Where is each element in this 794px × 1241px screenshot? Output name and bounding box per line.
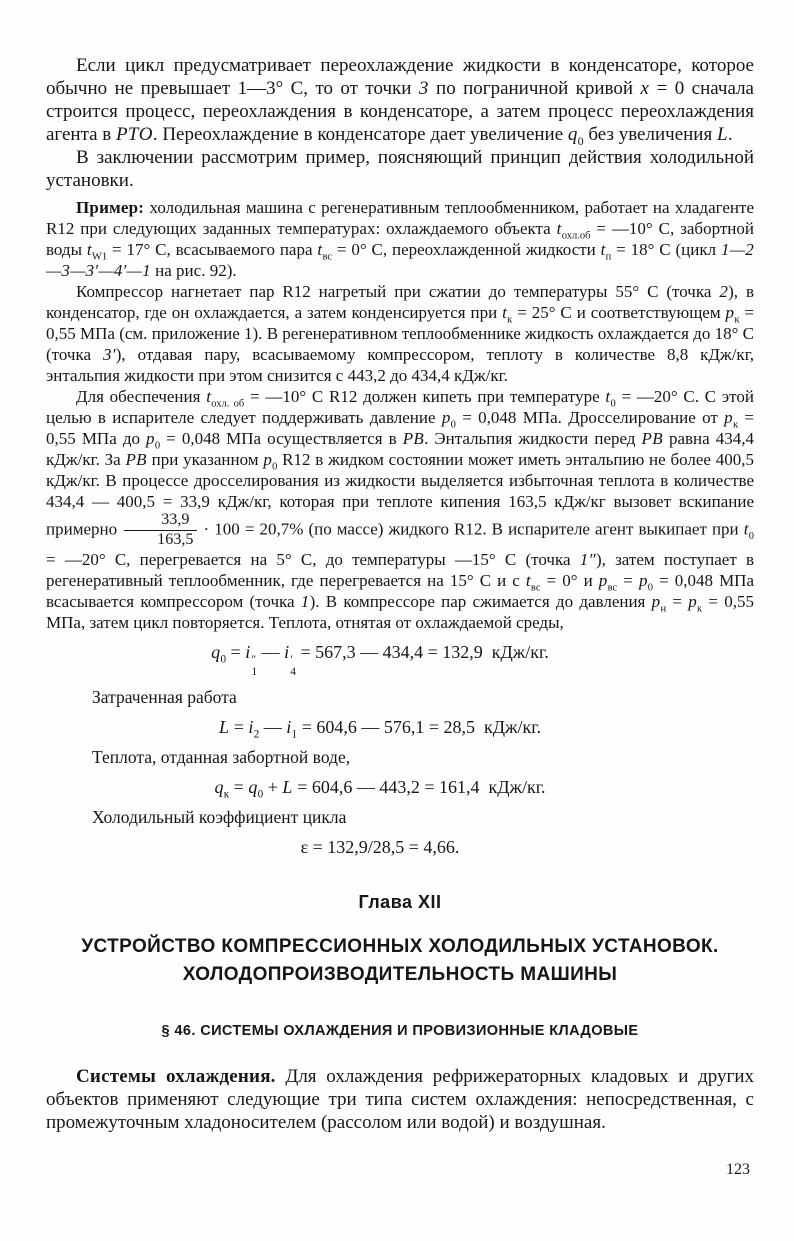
intro-paragraph-2: В заключении рассмотрим пример, поясняющий принцип действия холодильной установки. xyxy=(46,147,754,191)
example-paragraph-3: Для обеспечения $t_{охл. об}$ = —10° С R12 должен кипеть при температуре $t_0$ = —20° С. С этой целью в испарителе следует поддерживать давление $p_0 = 0,048$ МПа. Дросселирование от $p_к = 0,55$ МПа до $p_0 = 0,048$ МПа осуществляется в РВ. Энтальпия жидкости перед РВ равна 434,4 кДж/кг. За РВ при указанном $p_0$ R12 в жидком состоянии может иметь энтальпию не более 400,5 кДж/кг. В процессе дросселирования из жидкости выделяется избыточная теплота в количестве 434,4 — 400,5 = 33,9 кДж/кг, которая при теплоте кипения 163,5 кДж/кг вызовет вскипание примерно $\frac{33,9}{163,5}$ · 100 = 20,7% (по массе) жидкого R12. В испарителе агент выкипает при $t_0$ = —20° С, перегревается на 5° С, до температуры —15° С (точка 1″), затем поступает в регенеративный теплообменник, где перегревается на 15° С и с $t_{вс} = 0^\circ$ и $p_{вс} = p_0 = 0,048$ МПа всасывается компрессором (точка 1). В компрессоре пар сжимается до давления $p_н = p_к = 0,55$ МПа, затем цикл повторяется. Теплота, отнятая от охлаждаемой среды, xyxy=(46,387,755,632)
formula-qk: $q_к = q_0 + L = 604,6$ — 443,2 = 161,4 кДж/кг. xyxy=(214,777,546,801)
page-number: 123 xyxy=(726,1161,750,1178)
formula-q0: $q_0 = i$ ″ 1 — i ′ 4 = 567,3 — 434,4 = 132,9 кДж/кг. xyxy=(211,641,549,678)
formula-label-work: Затраченная работа xyxy=(92,687,237,708)
formula-label-coefficient: Холодильный коэффициент цикла xyxy=(92,807,347,828)
example-paragraph-2: Компрессор нагнетает пар R12 нагретый при сжатии до температуры 55° С (точка 2), в конденсатор, где он охлаждается, а затем конденсируется при $t_к = 25^\circ$ С и соответствующем $p_к = 0,55$ МПа (см. приложение 1). В регенеративном теплообменнике жидкость охлаждается до 18° С (точка 3′), отдавая пару, всасываемому компрессором, теплоту в количестве 8,8 кДж/кг, энтальпия жидкости при этом снизится с 443,2 до 434,4 кДж/кг. xyxy=(46,282,755,385)
systems-paragraph: Системы охлаждения. Для охлаждения рефрижераторных кладовых и других объектов применяют следующие три типа систем охлаждения: непосредственная, с промежуточным хладоносителем (рассолом или водой) и воздушная. xyxy=(46,1066,754,1134)
chapter-title: УСТРОЙСТВО КОМПРЕССИОННЫХ ХОЛОДИЛЬНЫХ УСТАНОВОК. ХОЛОДОПРОИЗВОДИТЕЛЬНОСТЬ МАШИНЫ xyxy=(81,936,719,986)
example-paragraph-1: Пример: холодильная машина с регенеративным теплообменником, работает на хладагенте R12 при следующих заданных температурах: охлаждаемого объекта $t_{охл.об}$ = —10° С, забортной воды $t_{W1} = 17^\circ$ С, всасываемого пара $t_{вс} = 0^\circ$ С, переохлажденной жидкости $t_п = 18^\circ$ С (цикл 1—2—3—3′—4′—1 на рис. 92). xyxy=(46,198,755,280)
formula-L: $L = i_2$ — $i_1 = 604,6$ — 576,1 = 28,5 кДж/кг. xyxy=(218,717,542,741)
intro-paragraph-1: Если цикл предусматривает переохлаждение жидкости в конденсаторе, которое обычно не превышает 1—3° С, то от точки 3 по пограничной кривой x = 0 сначала строится процесс, переохлаждения в конденсаторе, а затем процесс переохлаждения агента в РТО. Переохлаждение в конденсаторе дает увеличение $q_0$ без увеличения L. xyxy=(46,55,754,148)
chapter-kicker: Глава XII xyxy=(358,892,442,913)
formula-label-heat: Теплота, отданная забортной воде, xyxy=(92,747,351,768)
formula-epsilon: ε = 132,9/28,5 = 4,66. xyxy=(300,837,460,858)
section-heading: § 46. СИСТЕМЫ ОХЛАЖДЕНИЯ И ПРОВИЗИОННЫЕ КЛАДОВЫЕ xyxy=(161,1023,639,1040)
